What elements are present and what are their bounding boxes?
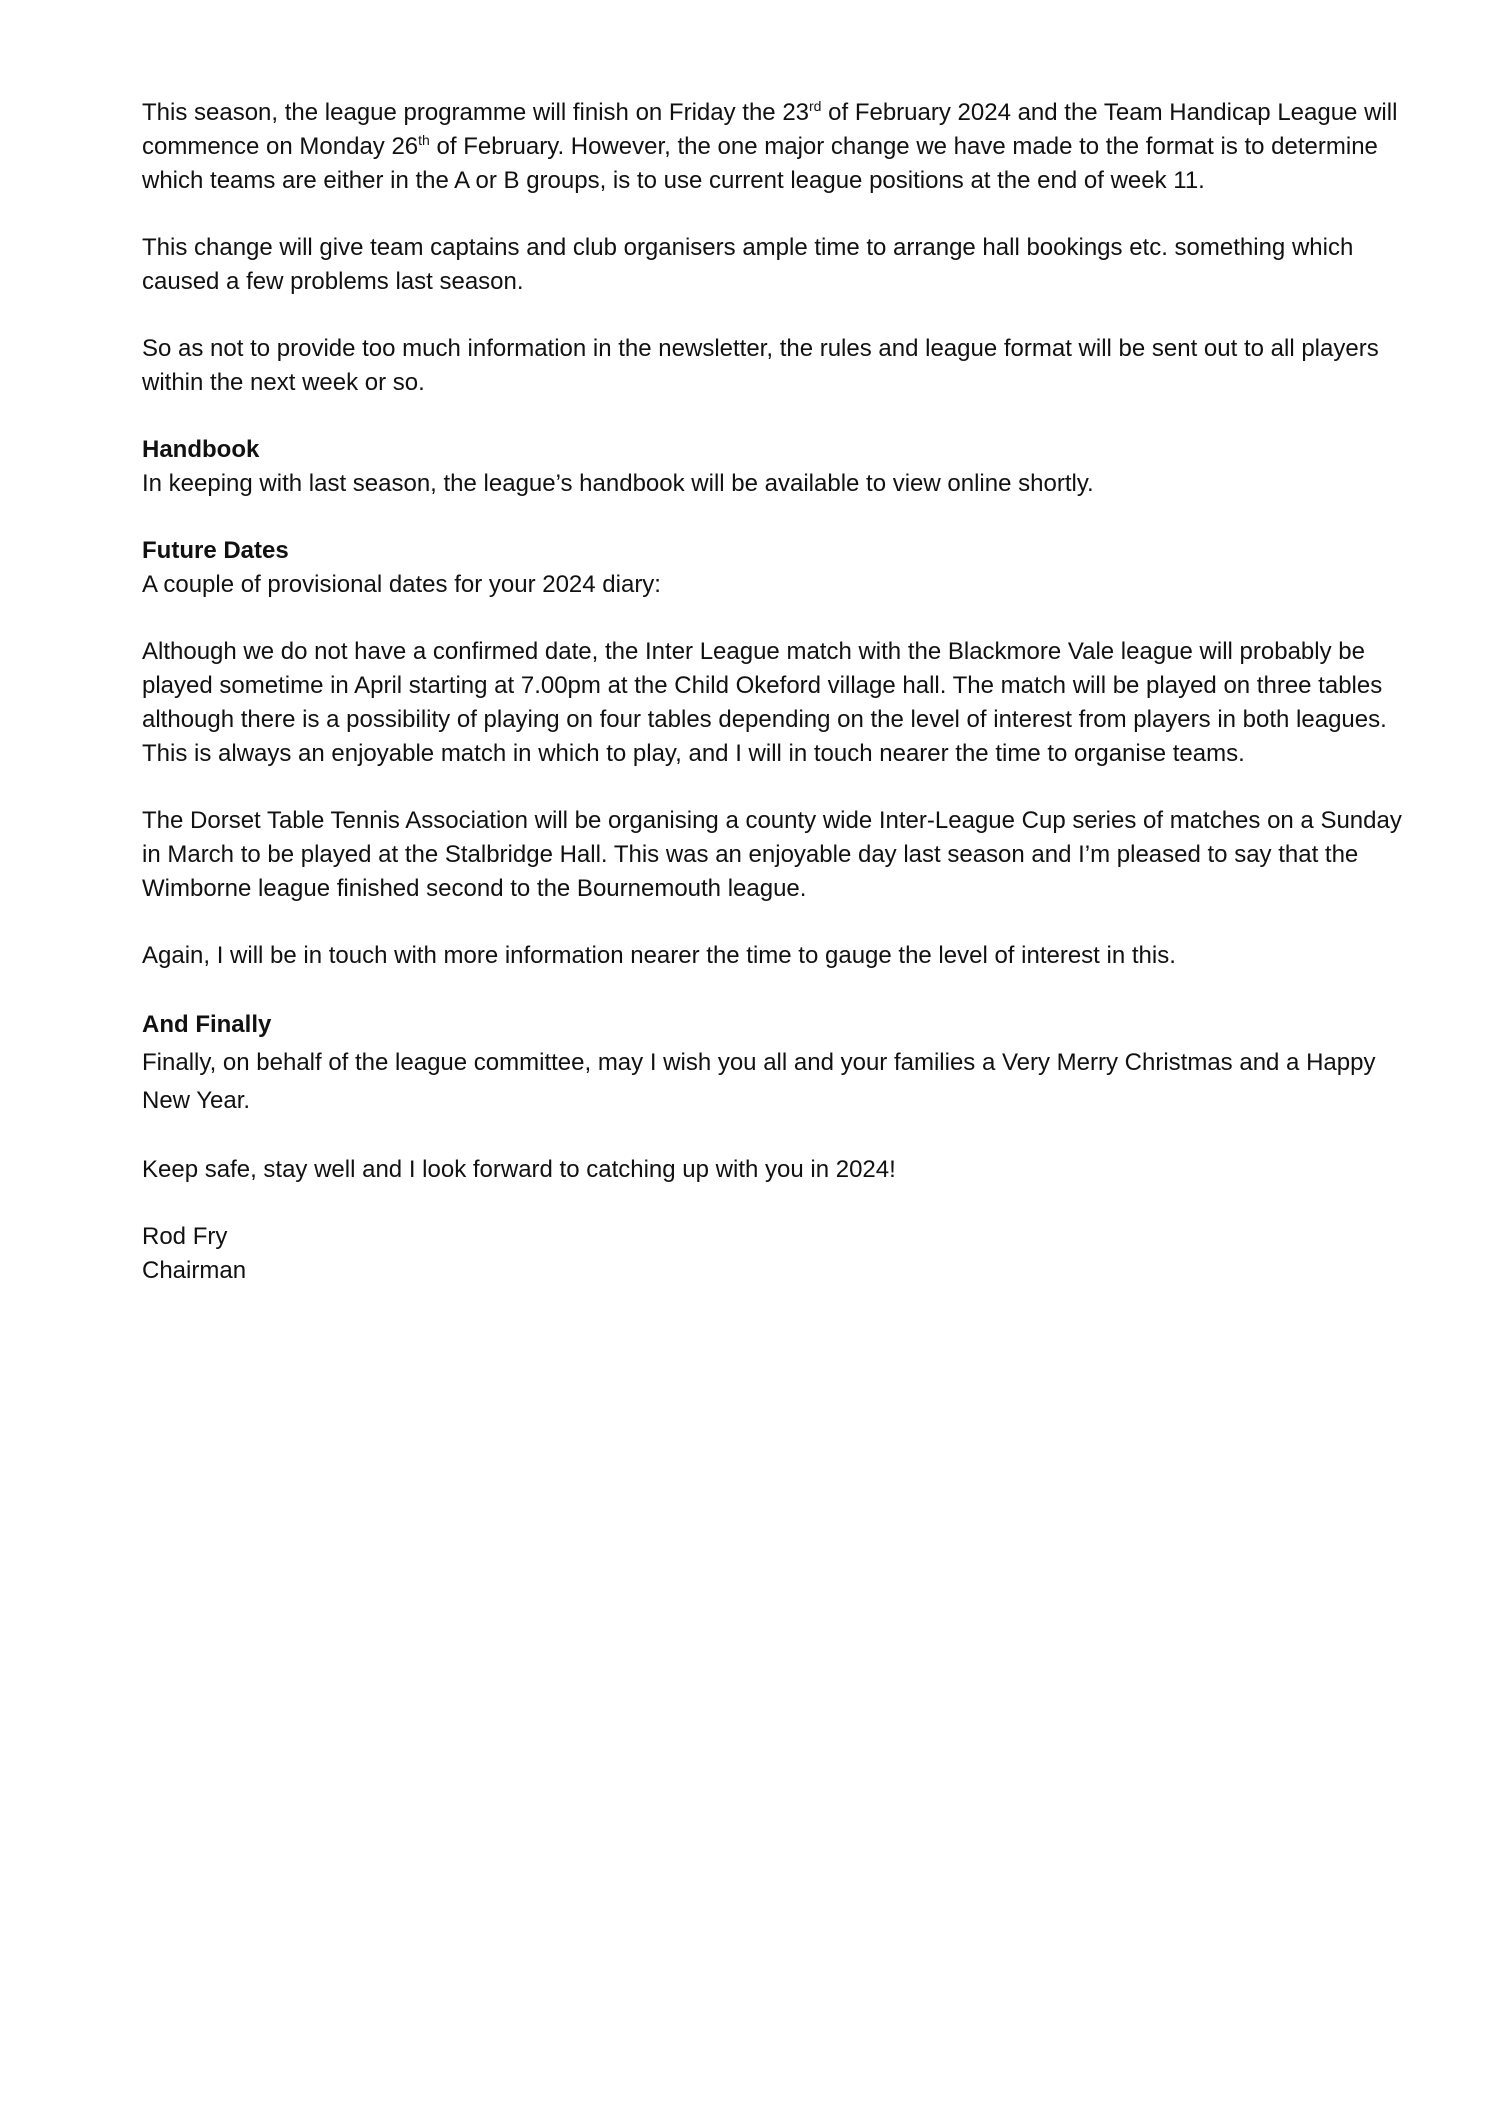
signature-name: Rod Fry xyxy=(142,1223,228,1250)
future-dates-section xyxy=(142,534,1402,602)
and-finally-heading: And Finally xyxy=(142,1011,272,1038)
newsletter-page xyxy=(142,96,1402,1288)
inter-league-paragraph: Although we do not have a confirmed date, the Inter League match with the Blackmore Vale league will probably be played sometime in April starting at 7.00pm at the Child Okeford village hall. The match will be played on three tables although there is a possibility of playing on four tables depending on the level of interest from players in both leagues. This is always an enjoyable match in which to play, and I will in touch nearer the time to organise teams. xyxy=(142,638,1387,767)
closing-paragraph: Keep safe, stay well and I look forward to catching up with you in 2024! xyxy=(142,1156,896,1183)
rules-paragraph: So as not to provide too much information in the newsletter, the rules and league format will be sent out to all players within the next week or so. xyxy=(142,335,1379,396)
season-text-part-2: of February 2024 and the Team Handicap League will commence on Monday 26 xyxy=(142,99,1398,160)
county-cup-paragraph: The Dorset Table Tennis Association will be organising a county wide Inter-League Cup series of matches on a Sunday in March to be played at the Stalbridge Hall. This was an enjoyable day last season and I’m pleased to say that the Wimborne league finished second to the Bournemouth league. xyxy=(142,807,1402,902)
season-text-part-1: This season, the league programme will finish on Friday the 23 xyxy=(142,99,810,126)
future-dates-heading: Future Dates xyxy=(142,537,289,564)
handbook-text: In keeping with last season, the league’s handbook will be available to view online shortly. xyxy=(142,470,1094,497)
handbook-heading: Handbook xyxy=(142,436,260,463)
future-dates-intro: A couple of provisional dates for your 2024 diary: xyxy=(142,571,661,598)
season-schedule-paragraph xyxy=(142,96,1402,198)
and-finally-text: Finally, on behalf of the league committee, may I wish you all and your families a Very Merry Christmas and a Happy New Year. xyxy=(142,1049,1376,1114)
and-finally-section xyxy=(142,1006,1402,1120)
ordinal-superscript-th: th xyxy=(418,132,430,148)
follow-up-paragraph: Again, I will be in touch with more information nearer the time to gauge the level of interest in this. xyxy=(142,942,1176,969)
signature-block xyxy=(142,1220,1402,1288)
season-text-part-3: of February. However, the one major change we have made to the format is to determine which teams are either in the A or B groups, is to use current league positions at the end of week 11. xyxy=(142,133,1378,194)
handbook-section xyxy=(142,433,1402,501)
change-paragraph: This change will give team captains and club organisers ample time to arrange hall bookings etc. something which caused a few problems last season. xyxy=(142,234,1354,295)
signature-title: Chairman xyxy=(142,1257,247,1284)
ordinal-superscript-rd: rd xyxy=(809,98,822,114)
